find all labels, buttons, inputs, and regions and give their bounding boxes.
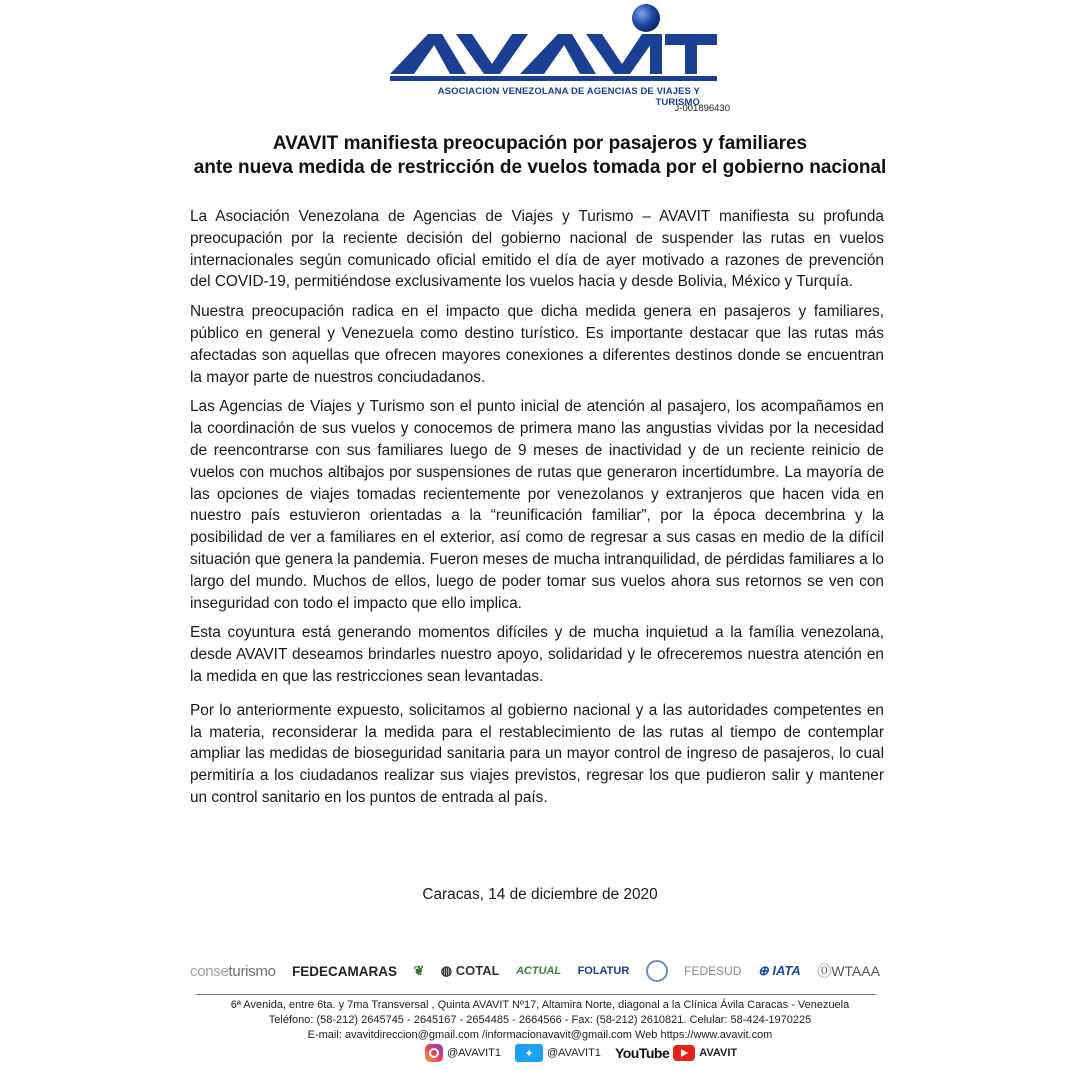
youtube-channel: AVAVIT — [699, 1047, 738, 1059]
paragraph: Las Agencias de Viajes y Turismo son el punto inicial de atención al pasajero, los acompañamos en la coordinación de sus vuelos y conocemos de primera mano las angustias vividas por la necesidad de reencontrarse con sus familiares luego de 9 meses de inactividad y de un reciente reinicio de vuelos con muchos altibajos por suspensiones de rutas que generaron incertidumbre. La mayoría de las opciones de viajes tomadas recientemente por venezolanos y extranjeros que hacen vida en nuestro país estuvieron orientadas a la “reunificación familiar”, por la época decembrina y la posibilidad de ver a familiares en el exterior, así como de regresar a sus casas en medio de la difícil situación que genera la pandemia. Fueron meses de mucha intranquilidad, de pérdidas familiares a lo largo del mundo. Muchos de ellos, luego de poder tomar sus vuelos ahora sus retornos se ven con inseguridad con todo el impacto que ello implica. — [190, 398, 884, 612]
iata-logo-text: IATA — [772, 963, 801, 978]
wtaaa-logo-text: WTAAA — [831, 963, 880, 979]
conseturismo-logo-part-b: turismo — [228, 962, 276, 980]
footer-divider — [196, 994, 876, 995]
title-line-2: ante nueva medida de restricción de vuelos tomada por el gobierno nacional — [193, 157, 887, 178]
document-title — [120, 132, 960, 180]
paragraph: Nuestra preocupación radica en el impacto que dicha medida genera en pasajeros y familiares, público en general y Venezuela como destino turístico. Es importante destacar que las rutas más afectadas son aquellas que ofrecen mayores conexiones a diferentes destinos donde se encuentran la mayor parte de nuestros conciudadanos. — [190, 303, 884, 386]
instagram-icon — [425, 1044, 443, 1062]
instagram-handle: @AVAVIT1 — [447, 1047, 501, 1059]
conseturismo-logo-part-a: conse — [190, 962, 229, 980]
twitter-icon: ✦ — [515, 1044, 543, 1062]
social-links — [425, 1042, 785, 1064]
address-line: 6ª Avenida, entre 6ta. y 7ma Transversal , Quinta AVAVIT Nº17, Altamira Norte, diagonal a la Clínica Ávila Caracas - Venezuela — [230, 999, 850, 1011]
instagram-link[interactable] — [425, 1044, 501, 1062]
folatur-logo: FOLATUR — [577, 965, 630, 977]
twitter-link[interactable] — [515, 1044, 601, 1062]
document-body — [190, 206, 884, 817]
title-line-1: AVAVIT manifiesta preocupación por pasajeros y familiares — [272, 133, 808, 154]
wtaaa-logo: ⓪WTAAA — [817, 963, 880, 979]
youtube-link[interactable] — [615, 1045, 737, 1061]
actual-logo: ACTUAL — [515, 965, 562, 977]
fedesud-logo: FEDESUD — [684, 964, 742, 978]
contact-info — [190, 998, 890, 1043]
rif-number: J-001896430 — [674, 103, 730, 114]
conseturismo-logo — [190, 963, 276, 980]
organization-name: ASOCIACION VENEZOLANA DE AGENCIAS DE VIAJES Y TURISMO — [437, 86, 700, 108]
fedecamaras-logo: FEDECAMARAS — [292, 963, 398, 979]
avavit-logo — [380, 2, 730, 120]
iata-globe-icon: ⊕ — [757, 963, 769, 978]
iata-logo — [758, 963, 801, 979]
youtube-icon — [673, 1045, 695, 1061]
phones-line: Teléfono: (58-212) 2645745 - 2645167 - 2654485 - 2664566 - Fax: (58-212) 2610821. Celular: 58-424-1970225 — [268, 1014, 812, 1026]
youtube-wordmark: YouTube — [614, 1045, 670, 1061]
paragraph: Esta coyuntura está generando momentos difíciles y de mucha inquietud a la família venezolana, desde AVAVIT deseamos brindarles nuestro apoyo, solidaridad y le ofreceremos nuestra atención en la medida en que las restricciones sean levantadas. — [190, 624, 884, 685]
emails-line[interactable]: E-mail: avavitdireccion@gmail.com /informacionavavit@gmail.com Web https://www.avavit.com — [307, 1029, 773, 1041]
paragraph: La Asociación Venezolana de Agencias de Viajes y Turismo – AVAVIT manifiesta su profunda preocupación por la reciente decisión del gobierno nacional de suspender las rutas en vuelos internacionales según comunicado oficial emitido el día de ayer motivado a razones de prevención del COVID-19, permitiéndose exclusivamente los vuelos hacia y desde Bolivia, México y Turquía. — [190, 208, 884, 291]
twitter-handle: @AVAVIT1 — [546, 1047, 601, 1059]
globe-icon — [632, 4, 660, 32]
paragraph: Por lo anteriormente expuesto, solicitamos al gobierno nacional y a las autoridades competentes en la materia, reconsiderar la medida para el restablecimiento de las rutas al tiempo de contemplar ampliar las medidas de bioseguridad sanitaria para un mayor control de ingreso de pasajeros, lo cual permitiría a los ciudadanos realizar sus viajes previstos, regresar los que pudieron salir y mantener un control sanitario en los puntos de entrada al país. — [190, 701, 884, 806]
emblem-icon — [646, 960, 668, 982]
cotal-logo: ◍ COTAL — [440, 963, 500, 978]
cotal-logo-text: COTAL — [455, 963, 500, 978]
document-date: Caracas, 14 de diciembre de 2020 — [422, 886, 658, 903]
palm-icon: ❦ — [413, 963, 425, 978]
partner-logos — [190, 950, 880, 992]
